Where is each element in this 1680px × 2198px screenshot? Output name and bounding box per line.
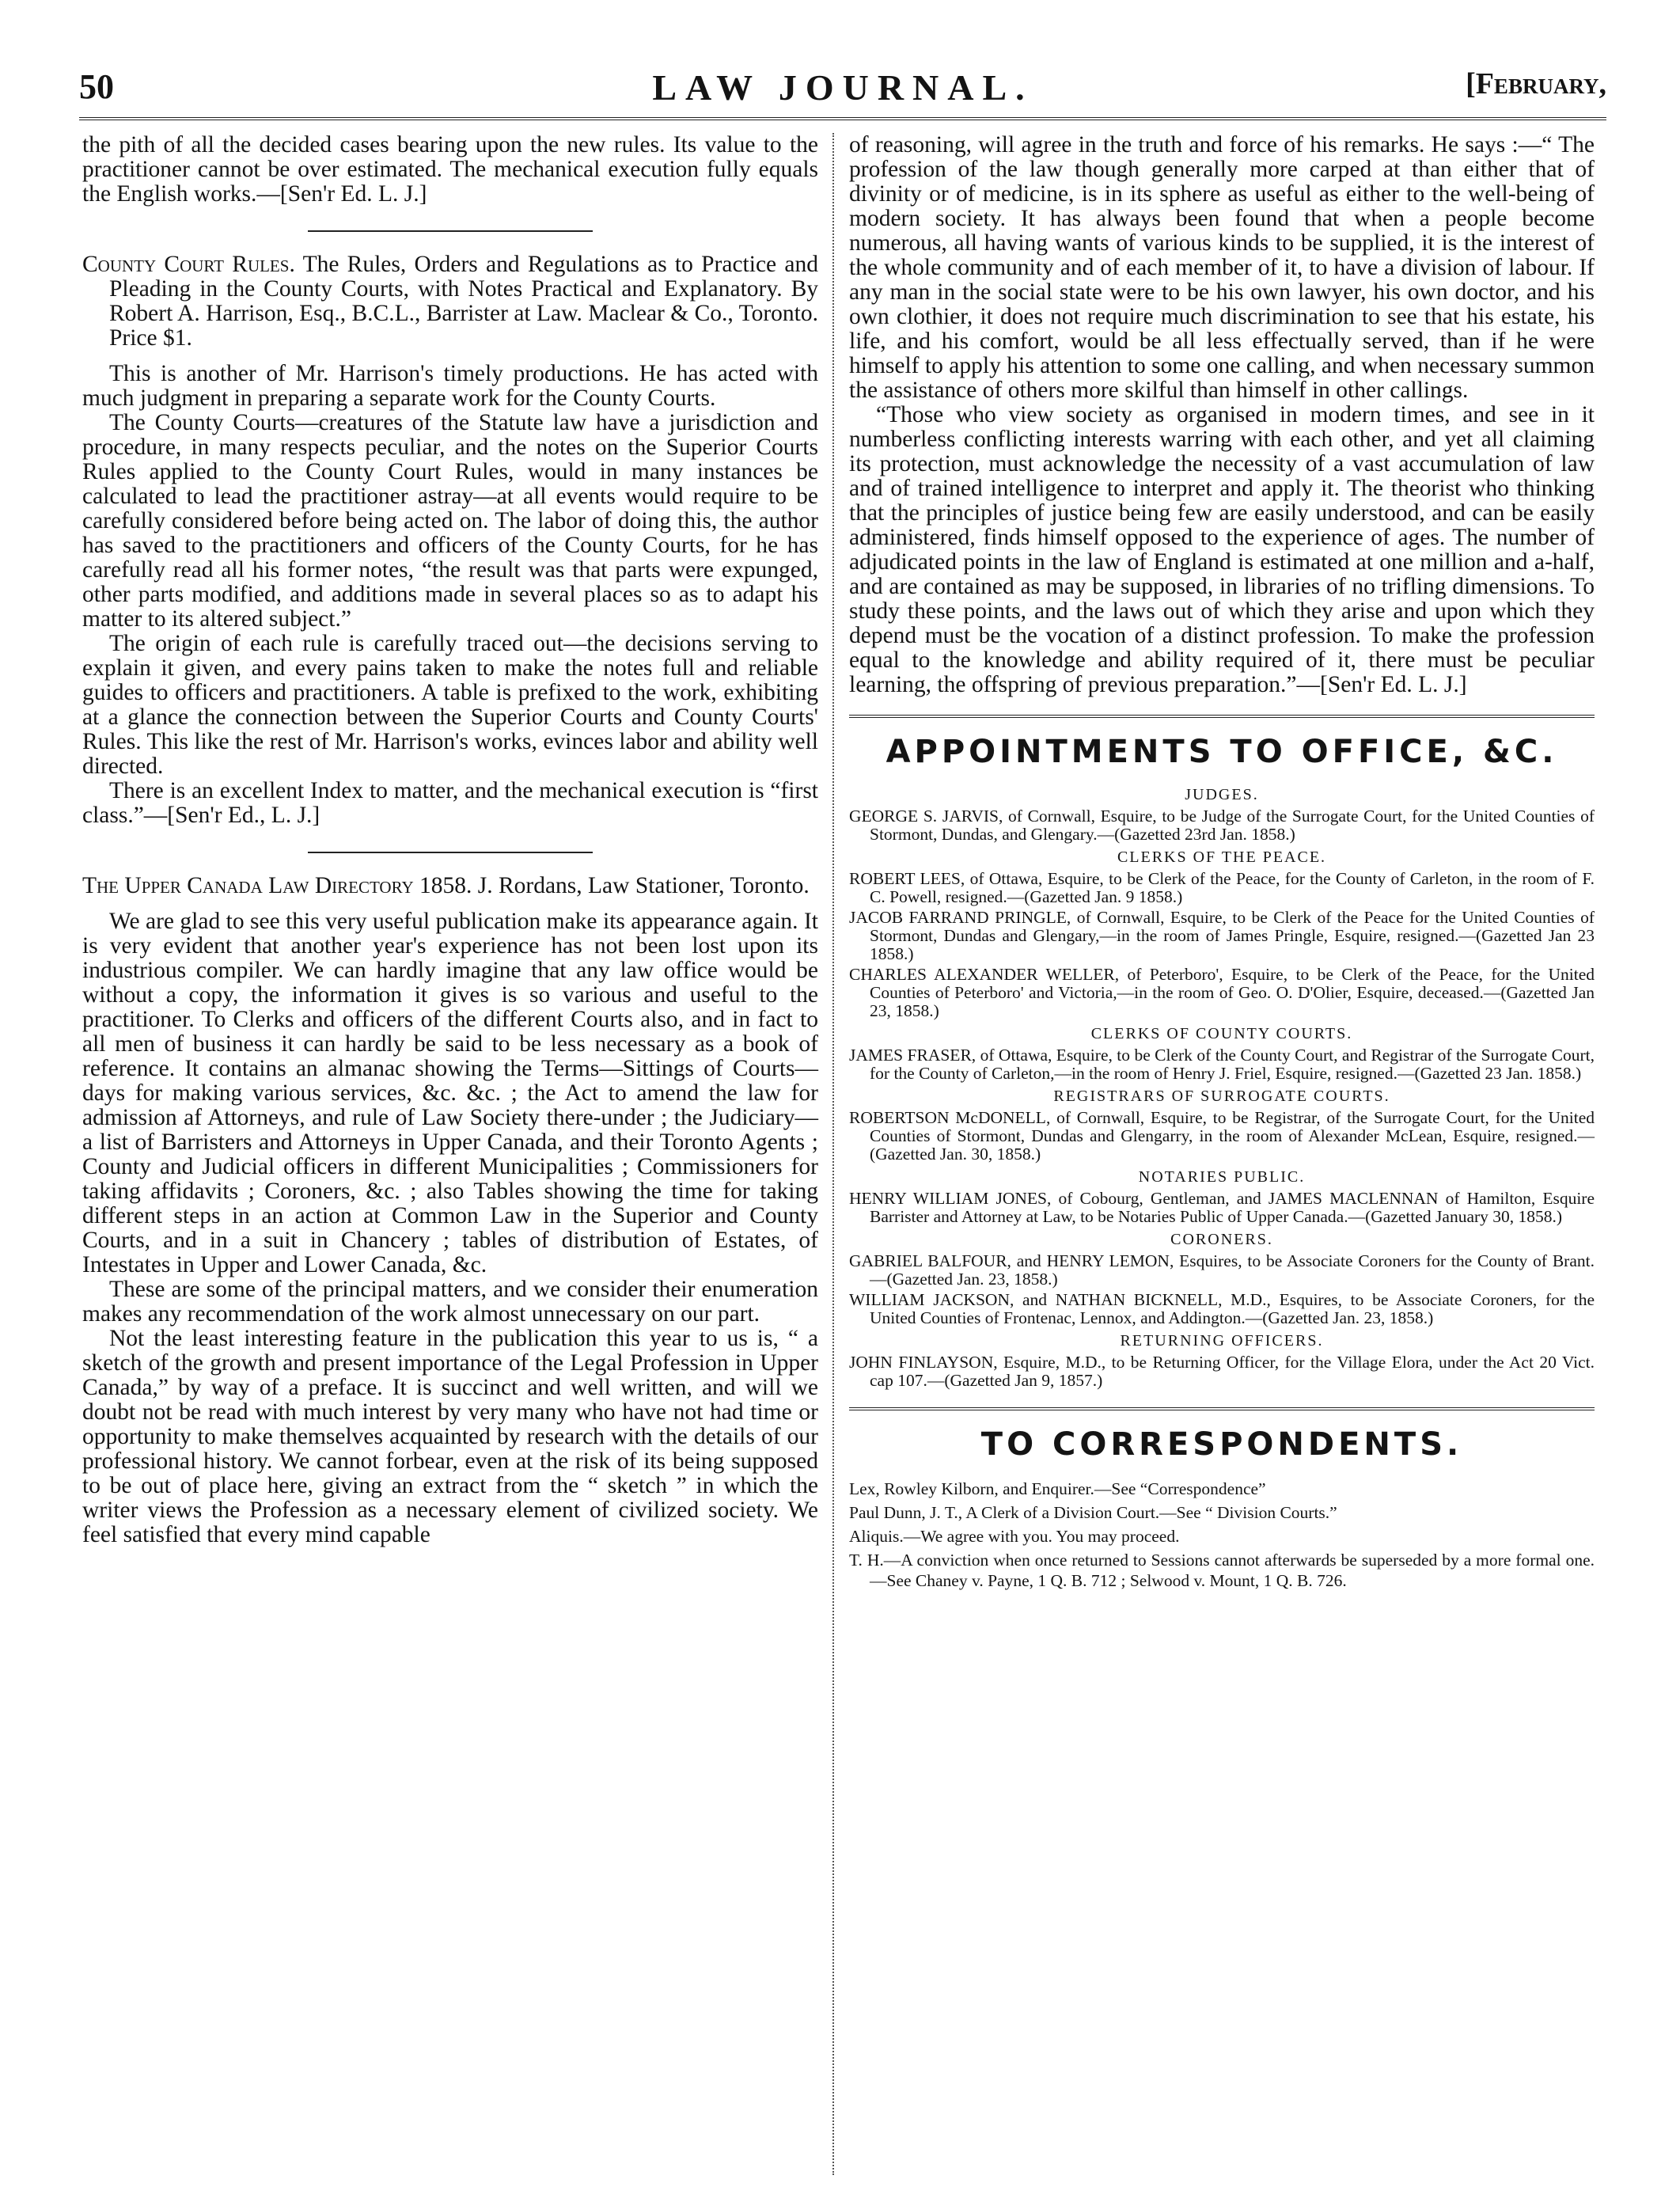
correspondent-note: Aliquis.—We agree with you. You may proceed. [849,1527,1180,1546]
section-rule [308,852,593,853]
appointment-category: NOTARIES PUBLIC. [1138,1168,1306,1186]
review-citation-text: J. Rordans, Law Stationer, Toronto. [477,873,810,898]
review-title: County Court Rules. [82,252,295,277]
review-paragraph: These are some of the principal matters, and we consider their enumeration makes any recommendation of the work almost unnecessary on our part. [82,1277,818,1327]
page-header [79,66,1606,114]
appointment-entry: ROBERTSON McDONELL, of Cornwall, Esquire, to be Registrar, of the Surrogate Court, for the United Counties of Stormont, Dundas and Glengarry, in the room of Alexander McLean, Esquire, resigned.—(Gazetted Jan. 30, 1858.) [849,1108,1595,1164]
quoted-paragraph: “Those who view society as organised in modern times, and see in it numberless conflicting interests warring with each other, and yet all claiming its protection, must acknowledge the necessity of a vast accumulation of law and of trained intelligence to interpret and apply it. The theorist who thinking that the principles of justice being few are easily understood, and can be easily administered, finds himself opposed to the experience of ages. The number of adjudicated points in the law of England is estimated at one million and a-half, and are contained as may be supposed, in libraries of no trifling dimensions. To study these points, and the laws out of which they arise and upon which they depend must be the vocation of a distinct profession. To make the profession equal to the knowledge and ability required of it, there must be peculiar learning, the offspring of previous preparation.”—[Sen'r Ed. L. J.] [849,402,1595,697]
correspondents-heading: TO CORRESPONDENTS. [980,1426,1463,1463]
section-double-rule [849,1407,1595,1410]
section-rule [308,230,593,232]
appointment-category: RETURNING OFFICERS. [1120,1332,1324,1350]
review-paragraph: This is another of Mr. Harrison's timely productions. He has acted with much judgment in preparing a separate work for the County Courts. [82,361,818,411]
review-paragraph: Not the least interesting feature in the publication this year to us is, “ a sketch of the growth and present importance of the Legal Profession in Upper Canada,” by way of a preface. It is succinct and well written, and will we doubt not be read with much interest by very many who have not had time or opportunity to make themselves acquainted by research with the details of our professional history. We cannot forbear, even at the risk of its being supposed to be out of place here, giving an extract from the “ sketch ” in which the writer views the Profession as a necessary element of civilized society. We feel satisfied that every mind capable [82,1326,818,1547]
header-rule [79,117,1606,120]
appointments-heading: APPOINTMENTS TO OFFICE, &C. [886,734,1558,770]
continued-paragraph: the pith of all the decided cases bearing upon the new rules. Its value to the practitioner cannot be over estimated. The mechanical execution fully equals the English works.—[Sen'r Ed. L. J.] [82,132,818,207]
appointment-entry: JOHN FINLAYSON, Esquire, M.D., to be Returning Officer, for the Village Elora, under the Act 20 Vict. cap 107.—(Gazetted Jan 9, 1857.) [849,1353,1595,1390]
right-column [849,133,1595,1594]
running-title: LAW JOURNAL. [652,67,1033,108]
appointment-entry: CHARLES ALEXANDER WELLER, of Peterboro', Esquire, to be Clerk of the Peace, for the United Counties of Peterboro' and Victoria,—in the room of Geo. O. D'Olier, Esquire, deceased.—(Gazetted Jan 23, 1858.) [849,965,1595,1020]
appointment-category: JUDGES. [1185,786,1259,803]
correspondent-note: Lex, Rowley Kilborn, and Enquirer.—See “Correspondence” [849,1479,1266,1498]
appointment-entry: ROBERT LEES, of Ottawa, Esquire, to be Clerk of the Peace, for the County of Carleton, in the room of F. C. Powell, resigned.—(Gazetted Jan. 9 1858.) [849,869,1595,906]
review-citation [82,874,818,898]
appointment-category: CORONERS. [1170,1231,1273,1248]
review-title: The Upper Canada Law Directory 1858. [82,873,472,898]
page-number: 50 [79,67,114,106]
appointment-entry: JACOB FARRAND PRINGLE, of Cornwall, Esquire, to be Clerk of the Peace for the United Counties of Stormont, Dundas and Glengary,—in the room of James Pringle, Esquire, resigned.—(Gazetted Jan 23 1858.) [849,908,1595,963]
correspondent-note: Paul Dunn, J. T., A Clerk of a Division Court.—See “ Division Courts.” [849,1503,1337,1522]
appointment-entry: WILLIAM JACKSON, and NATHAN BICKNELL, M.D., Esquires, to be Associate Coroners, for the United Counties of Frontenac, Lennox, and Addington.—(Gazetted Jan. 23, 1858.) [849,1290,1595,1327]
quoted-paragraph: of reasoning, will agree in the truth and force of his remarks. He says :—“ The profession of the law though generally more carped at than either that of divinity or of medicine, is in its sphere as useful as either to the well-being of modern society. It has always been found that when a people become numerous, all having wants of various kinds to be supplied, it is the interest of the whole community and of each member of it, to have a division of labour. If any man in the social state were to be his own lawyer, his own doctor, and his own clothier, it does not require much discrimination to see that his estate, his life, and his comfort, would be all less effectually served, than if he were himself to apply his attention to some one calling, and when necessary summon the assistance of others more skilful than himself in other callings. [849,132,1595,403]
section-double-rule [849,715,1595,718]
appointment-category: CLERKS OF THE PEACE. [1117,848,1327,866]
review-paragraph: The County Courts—creatures of the Statute law have a jurisdiction and procedure, in many respects peculiar, and the notes on the Superior Courts Rules applied to the County Court Rules, would in many instances be calculated to lead the practitioner astray—at all events would require to be carefully considered before being acted on. The labor of doing this, the author has saved to the practitioners and officers of the County Courts, for he has carefully read all his former notes, “the result was that parts were expunged, other parts modified, and additions made in several places so as to adapt his matter to its altered subject.” [82,410,818,632]
header-month: [February, [1466,67,1606,101]
appointment-category: REGISTRARS OF SURROGATE COURTS. [1053,1088,1390,1105]
left-column [82,133,818,1547]
appointment-entry: GABRIEL BALFOUR, and HENRY LEMON, Esquires, to be Associate Coroners for the County of Brant.—(Gazetted Jan. 23, 1858.) [849,1251,1595,1289]
review-citation [82,252,818,351]
appointment-entry: JAMES FRASER, of Ottawa, Esquire, to be Clerk of the County Court, and Registrar of the Surrogate Court, for the County of Carleton,—in the room of Henry J. Friel, Esquire, resigned.—(Gazetted 23 Jan. 1858.) [849,1046,1595,1083]
review-paragraph: There is an excellent Index to matter, and the mechanical execution is “first class.”—[Sen'r Ed., L. J.] [82,778,818,828]
appointment-entry: GEORGE S. JARVIS, of Cornwall, Esquire, to be Judge of the Surrogate Court, for the United Counties of Stormont, Dundas, and Glengary.—(Gazetted 23rd Jan. 1858.) [849,807,1595,844]
correspondent-note: T. H.—A conviction when once returned to Sessions cannot afterwards be superseded by a more formal one.—See Chaney v. Payne, 1 Q. B. 712 ; Selwood v. Mount, 1 Q. B. 726. [849,1551,1595,1590]
review-citation-text: The Rules, Orders and Regulations as to Practice and Pleading in the County Courts, with Notes Practical and Explanatory. By Robert A. Harrison, Esq., B.C.L., Barrister at Law. Maclear & Co., Toronto. Price $1. [109,252,818,351]
appointment-category: CLERKS OF COUNTY COURTS. [1090,1025,1353,1042]
appointment-entry: HENRY WILLIAM JONES, of Cobourg, Gentleman, and JAMES MACLENNAN of Hamilton, Esquire Barrister and Attorney at Law, to be Notaries Public of Upper Canada.—(Gazetted January 30, 1858.) [849,1189,1595,1226]
review-paragraph: We are glad to see this very useful publication make its appearance again. It is very evident that another year's experience has not been lost upon its industrious compiler. We can hardly imagine that any law office would be without a copy, the information it gives is so various and useful to the practitioner. To Clerks and officers of the different Courts also, and in fact to all men of business it can hardly be said to be less necessary as a book of reference. It contains an almanac showing the Terms—Sittings of Courts—days for making various services, &c. &c. ; the Act to amend the law for admission af Attorneys, and rule of Law Society there-under ; the Judiciary—a list of Barristers and Attorneys in Upper Canada, and their Toronto Agents ; County and Judicial officers in different Municipalities ; Commissioners for taking affidavits ; Coroners, &c. ; also Tables showing the time for taking different steps in an action at Common Law in the Superior and County Courts, and in a suit in Chancery ; tables of distribution of Estates, of Intestates in Upper and Lower Canada, &c. [82,909,818,1277]
review-paragraph: The origin of each rule is carefully traced out—the decisions serving to explain it given, and every pains taken to make the notes full and reliable guides to officers and practitioners. A table is prefixed to the work, exhibiting at a glance the connection between the Superior Courts and County Courts' Rules. This like the rest of Mr. Harrison's works, evinces labor and ability well directed. [82,631,818,779]
column-divider [832,133,834,2175]
